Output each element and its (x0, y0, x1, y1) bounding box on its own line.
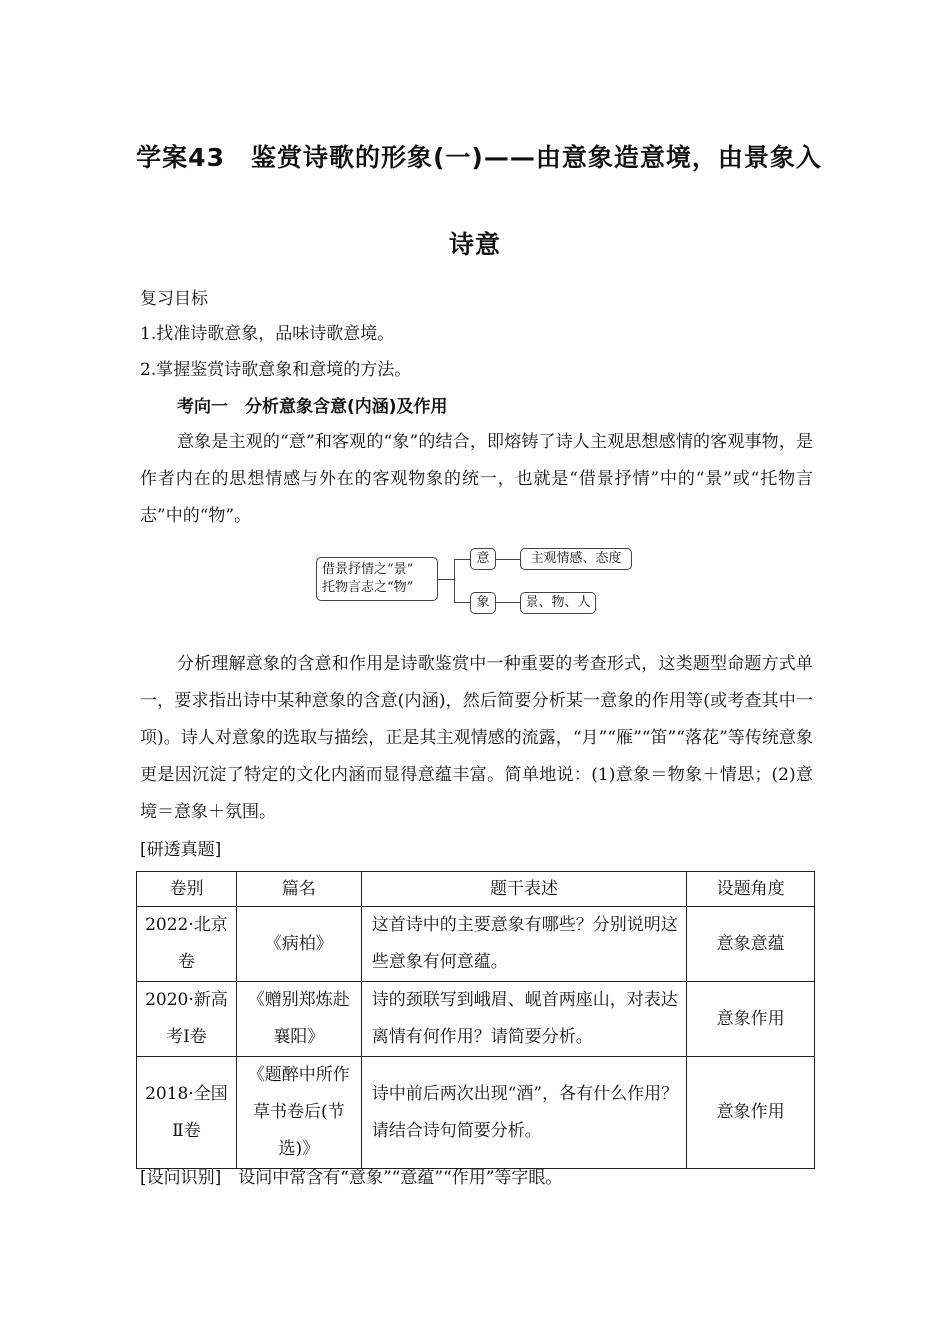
table-row (137, 1057, 815, 1169)
column-header: 设题角度 (687, 872, 815, 907)
table-header-row (137, 872, 815, 907)
diagram-source-box (316, 557, 438, 601)
diagram-node-xiang: 象 (470, 592, 496, 614)
table-row (137, 907, 815, 982)
column-header: 篇名 (236, 872, 361, 907)
cell-paper: 2022·北京卷 (137, 907, 237, 982)
cell-angle: 意象作用 (687, 1057, 815, 1169)
diagram-branch-line (454, 559, 455, 602)
cell-angle: 意象作用 (687, 982, 815, 1057)
diagram-source-line-1: 借景抒情之“景” (322, 562, 414, 577)
page-title-continued: 诗意 (448, 230, 501, 259)
cell-question: 诗的颈联写到峨眉、岘首两座山，对表达离情有何作用？请简要分析。 (361, 982, 686, 1057)
diagram-xiang-description: 景、物、人 (520, 592, 596, 614)
cell-work: 《病柏》 (236, 907, 361, 982)
identify-label: [设问识别] (140, 1168, 222, 1188)
objective-item-2: 2.掌握鉴赏诗歌意象和意境的方法。 (140, 360, 412, 380)
cell-work: 《题醉中所作草书卷后(节选)》 (236, 1057, 361, 1169)
page-title: 学案43 鉴赏诗歌的形象(一)——由意象造意境，由景象入 (136, 143, 822, 172)
column-header: 卷别 (137, 872, 237, 907)
column-header: 题干表述 (361, 872, 686, 907)
diagram-connector (496, 559, 520, 560)
diagram-source-line-2: 托物言志之“物” (322, 580, 414, 595)
cell-paper: 2020·新高考Ⅰ卷 (137, 982, 237, 1057)
cell-work: 《赠别郑炼赴襄阳》 (236, 982, 361, 1057)
exam-label: [研透真题] (140, 840, 222, 860)
cell-question: 这首诗中的主要意象有哪些？分别说明这些意象有何意蕴。 (361, 907, 686, 982)
exam-table (136, 871, 815, 1169)
identify-text: 设问中常含有“意象”“意蕴”“作用”等字眼。 (238, 1168, 563, 1188)
table-row (137, 982, 815, 1057)
section-heading: 考向一 分析意象含意(内涵)及作用 (177, 397, 448, 417)
diagram-connector (438, 579, 454, 580)
section-paragraph-1: 意象是主观的“意”和客观的“象”的结合，即熔铸了诗人主观思想感情的客观事物，是作者内在的思想情感与外在的客观物象的统一，也就是“借景抒情”中的“景”或“托物言志”中的“物”。 (140, 432, 813, 526)
diagram-connector (454, 559, 470, 560)
diagram-yi-description: 主观情感、态度 (520, 548, 632, 570)
diagram-connector (454, 602, 470, 603)
cell-question: 诗中前后两次出现“酒”，各有什么作用？请结合诗句简要分析。 (361, 1057, 686, 1169)
diagram-connector (496, 602, 520, 603)
diagram-node-yi: 意 (470, 548, 496, 570)
concept-diagram (316, 545, 636, 617)
identify-section (140, 1167, 820, 1189)
cell-paper: 2018·全国Ⅱ卷 (137, 1057, 237, 1169)
cell-angle: 意象意蕴 (687, 907, 815, 982)
section-paragraph-2: 分析理解意象的含意和作用是诗歌鉴赏中一种重要的考查形式，这类题型命题方式单一，要求指出诗中某种意象的含意(内涵)，然后简要分析某一意象的作用等(或考查其中一项)。诗人对意象的选取与描绘，正是其主观情感的流露，“月”“雁”“笛”“落花”等传统意象更是因沉淀了特定的文化内涵而显得意蕴丰富。简单地说：(1)意象＝物象＋情思；(2)意境＝意象＋氛围。 (140, 654, 813, 822)
objective-item-1: 1.找准诗歌意象，品味诗歌意境。 (140, 324, 395, 344)
objectives-heading: 复习目标 (140, 289, 208, 309)
